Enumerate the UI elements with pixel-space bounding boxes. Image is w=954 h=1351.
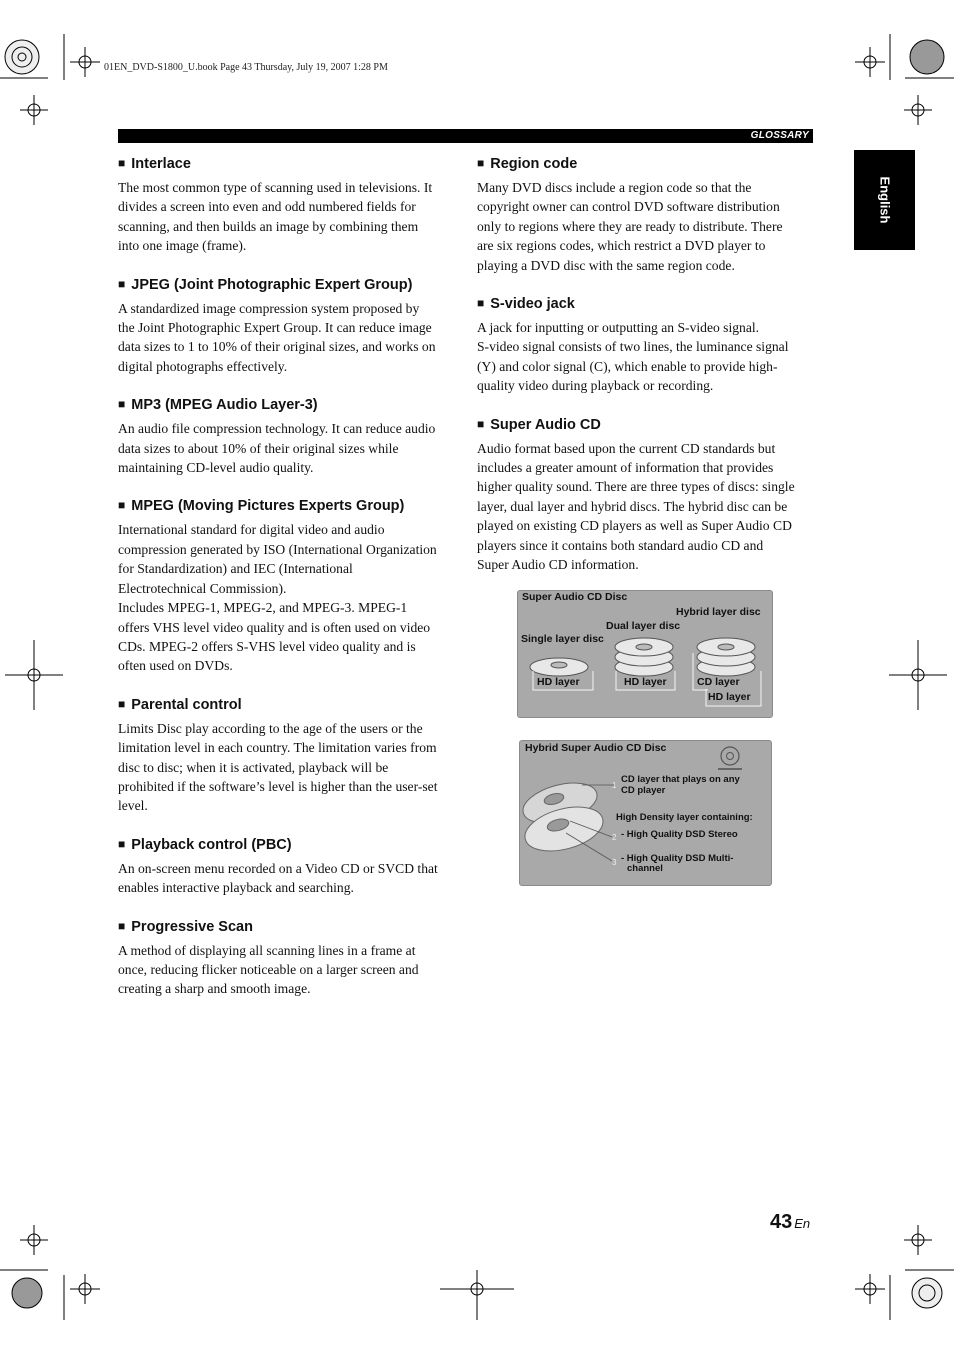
entry-heading [477,415,817,435]
entry-title: MP3 (MPEG Audio Layer-3) [131,397,318,414]
page-language-suffix: En [794,1216,811,1231]
hd-layer-heading: High Density layer containing: [616,812,753,823]
entry-line: S-video signal consists of two lines, the luminance signal [477,339,789,355]
figure-title: Super Audio CD Disc [522,591,628,603]
left-column [118,154,458,1018]
marker-1: 1 [612,781,617,790]
right-column [477,154,817,594]
entry-line: A standardized image compression system proposed by [118,300,420,316]
square-bullet-icon: ■ [118,836,126,851]
entry-line: enables interactive playback and searching. [118,880,354,896]
glossary-entry [118,275,458,377]
sacd-logo-icon [718,747,742,769]
entry-line: Many DVD discs include a region code so that the [477,180,752,195]
square-bullet-icon: ■ [477,416,485,431]
glossary-entry [118,154,458,256]
hd-layer-label-single: HD layer [537,676,580,688]
glossary-entry [477,415,817,575]
square-bullet-icon: ■ [118,696,126,711]
glossary-entry [118,695,458,816]
entry-line: scanning, and then builds an image by combining them [118,218,419,234]
dual-layer-label: Dual layer disc [606,620,681,632]
super-audio-cd-disc-figure [517,590,773,718]
marker-3: 3 [612,858,617,867]
entry-line: are six regions codes, which restrict a DVD player to [477,238,766,254]
square-bullet-icon: ■ [118,276,126,291]
dsd-stereo-label: - High Quality DSD Stereo [621,829,738,840]
entry-line: A method of displaying all scanning lines in a frame at [118,942,416,958]
entry-line: played on existing CD players as well as Super Audio CD [477,518,792,534]
glossary-entry [118,395,458,477]
entry-title: S-video jack [490,296,575,313]
glossary-entry [118,917,458,999]
square-bullet-icon: ■ [477,296,485,311]
entry-heading [118,917,458,937]
entry-heading [118,695,458,715]
entry-body [118,419,458,477]
entry-line: disc to disc; when it is activated, playback will be [118,759,389,775]
entry-body [477,318,817,396]
entry-line: playing a DVD disc with the same region code. [477,257,735,273]
entry-line: often used on DVDs. [118,658,233,674]
entry-line: level. [118,798,148,814]
entry-line: layer, dual layer and hybrid discs. The hybrid disc can be [477,498,788,514]
hd-layer-label-dual: HD layer [624,676,667,688]
print-info: 01EN_DVD-S1800_U.book Page 43 Thursday, July 19, 2007 1:28 PM [104,62,388,73]
entry-line: data sizes to 1 to 10% of their original sizes, and works on [118,339,436,355]
entry-title: Parental control [131,696,242,713]
entry-line: Includes MPEG-1, MPEG-2, and MPEG-3. MPEG-1 [118,600,408,616]
entry-body [118,299,458,377]
dsd-multichannel-line2: channel [627,863,663,874]
entry-title: Progressive Scan [131,918,253,935]
entry-line: only to regions where they are ready to distribute. There [477,218,783,234]
entry-line: An on-screen menu recorded on a Video CD or SVCD that [118,860,438,876]
entry-line: International standard for digital video and audio [118,522,385,538]
entry-title: Region code [490,156,578,172]
page-number [770,1211,810,1234]
entry-line: data sizes to about 10% of their original sizes while [118,440,399,456]
entry-line: creating a sharp and smooth image. [118,981,311,997]
entry-line: compression generated by ISO (International Organization [118,541,437,557]
entry-heading [118,835,458,855]
entry-title: Playback control (PBC) [131,836,292,853]
square-bullet-icon: ■ [477,156,485,170]
square-bullet-icon: ■ [118,397,126,412]
entry-title: Super Audio CD [490,416,601,433]
entry-line: quality video during playback or recording. [477,378,714,394]
entry-body [477,439,817,575]
cd-layer-desc-line1: CD layer that plays on any [621,774,740,785]
entry-line: A jack for inputting or outputting an S-video signal. [477,320,760,336]
hybrid-super-audio-cd-figure [519,740,772,886]
entry-title: MPEG (Moving Pictures Experts Group) [131,498,405,515]
entry-body [118,178,458,256]
entry-title: Interlace [131,156,191,172]
hybrid-layer-label: Hybrid layer disc [676,606,761,618]
entry-heading [118,154,458,174]
section-header-bar [118,129,813,143]
entry-heading [118,496,458,516]
single-layer-label: Single layer disc [521,633,604,645]
section-title: GLOSSARY [750,130,809,141]
language-tab [854,150,915,250]
entry-line: into one image (frame). [118,238,247,254]
entry-line: digital photographs effectively. [118,358,288,374]
glossary-entry [118,496,458,675]
square-bullet-icon: ■ [118,918,126,933]
entry-line: Electrotechnical Commission). [118,580,287,596]
entry-line: divides a screen into even and odd numbered fields for [118,199,416,215]
square-bullet-icon: ■ [118,498,126,513]
marker-2: 2 [612,833,617,842]
entry-heading [118,275,458,295]
entry-body [477,178,817,275]
entry-line: prohibited if the software’s level is higher than the user-set [118,778,438,794]
page-number-value: 43 [770,1211,793,1233]
glossary-entry [477,154,817,275]
entry-line: maintaining CD-level audio quality. [118,460,314,476]
entry-body [118,941,458,999]
entry-heading [477,154,817,174]
entry-line: An audio file compression technology. It can reduce audio [118,421,436,437]
cd-layer-desc-line2: CD player [621,785,666,796]
glossary-entry [118,835,458,898]
dsd-multichannel-line1: - High Quality DSD Multi- [621,853,734,864]
entry-body [118,719,458,816]
entry-body [118,520,458,675]
entry-line: players since it contains both standard audio CD and [477,537,764,553]
entry-line: offers VHS level video quality and is often used on video [118,619,431,635]
entry-line: limitation level in each country. The limitation varies from [118,740,437,756]
entry-line: copyright owner can control DVD software distribution [477,199,780,215]
figure-title: Hybrid Super Audio CD Disc [525,742,667,754]
entry-line: The most common type of scanning used in televisions. It [118,180,433,195]
entry-line: Limits Disc play according to the age of the users or the [118,720,423,736]
entry-line: includes a greater amount of information that provides [477,460,774,476]
entry-title: JPEG (Joint Photographic Expert Group) [131,276,413,293]
entry-heading [477,294,817,314]
language-label: English [877,176,892,224]
entry-heading [118,395,458,415]
entry-line: (Y) and color signal (C), which enable to provide high- [477,358,778,374]
entry-line: Super Audio CD information. [477,557,639,573]
hd-layer-label-hybrid: HD layer [708,691,751,703]
entry-body [118,859,458,898]
entry-line: once, reducing flicker noticeable on a larger screen and [118,961,419,977]
cd-layer-label: CD layer [697,676,740,688]
entry-line: the Joint Photographic Expert Group. It can reduce image [118,320,432,336]
entry-line: higher quality sound. There are three types of discs: single [477,479,795,495]
entry-line: CDs. MPEG-2 offers S-VHS level video quality and is [118,638,416,654]
entry-line: for Standardization) and IEC (International [118,561,353,577]
entry-line: Audio format based upon the current CD standards but [477,440,776,456]
square-bullet-icon: ■ [118,156,126,170]
glossary-entry [477,294,817,396]
